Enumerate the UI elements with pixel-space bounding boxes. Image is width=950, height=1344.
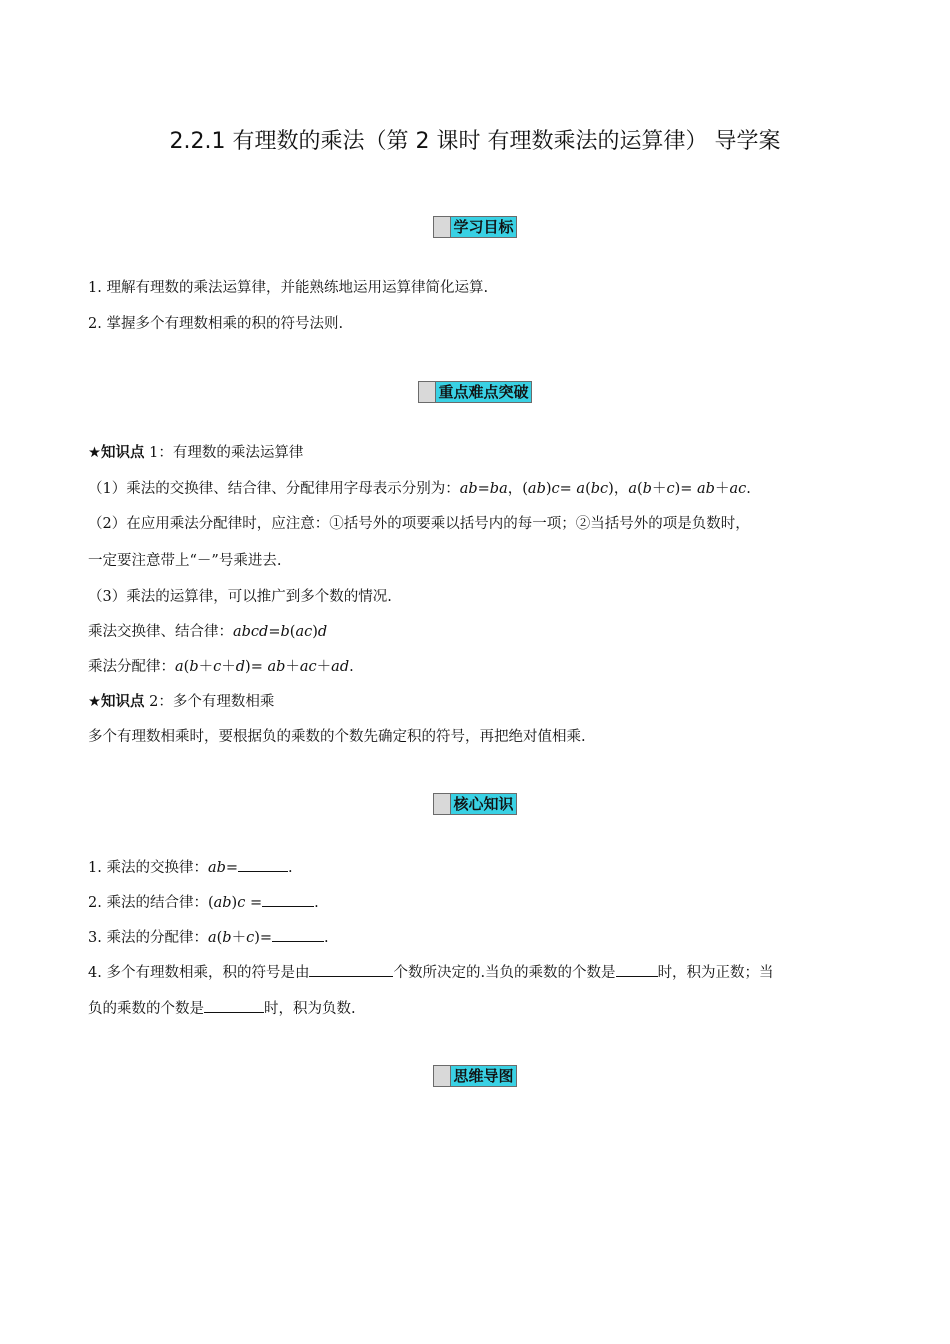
section-mind-map-label: 思维导图: [433, 1065, 516, 1087]
section-objectives-label: 学习目标: [433, 216, 516, 238]
kp1-para1: （1）乘法的交换律、结合律、分配律用字母表示分别为：ab=ba，(ab)c= a(bc)，a(b＋c)= ab＋ac.: [88, 481, 751, 497]
answer-blank[interactable]: [309, 964, 393, 977]
kp1-heading: ★知识点 1：有理数的乘法运算律: [88, 445, 304, 461]
section-key-points: [0, 381, 950, 403]
page-title: 2.2.1 有理数的乘法（第 2 课时 有理数乘法的运算律） 导学案: [169, 129, 781, 154]
kp1-law-distributive: 乘法分配律：a(b＋c＋d)= ab＋ac＋ad.: [88, 659, 354, 675]
section-key-points-label: 重点难点突破: [418, 381, 531, 403]
core-q4-line2: 负的乘数的个数是 时，积为负数.: [88, 1001, 356, 1017]
kp2-text: 多个有理数相乘时，要根据负的乘数的个数先确定积的符号，再把绝对值相乘.: [88, 729, 586, 745]
kp1-law-commutative-associative: 乘法交换律、结合律：abcd=b(ac)d: [88, 624, 328, 640]
objective-1: 1. 理解有理数的乘法运算律，并能熟练地运用运算律简化运算.: [88, 280, 489, 296]
section-core-knowledge-label: 核心知识: [433, 793, 516, 815]
answer-blank[interactable]: [204, 1000, 264, 1013]
kp1-para2-line1: （2）在应用乘法分配律时，应注意：①括号外的项要乘以括号内的每一项；②当括号外的项是负数时，: [88, 516, 750, 532]
kp2-label: ★知识点: [88, 694, 145, 710]
kp1-para3: （3）乘法的运算律，可以推广到多个数的情况.: [88, 589, 392, 605]
answer-blank[interactable]: [238, 859, 288, 872]
kp1-para2-line2: 一定要注意带上“－”号乘进去.: [88, 553, 282, 569]
core-q2: 2. 乘法的结合律：(ab)c = .: [88, 895, 319, 911]
kp2-heading: ★知识点 2：多个有理数相乘: [88, 694, 275, 710]
core-q4-line1: 4. 多个有理数相乘，积的符号是由 个数所决定的.当负的乘数的个数是 时，积为正数；当: [88, 965, 774, 981]
objective-2: 2. 掌握多个有理数相乘的积的符号法则.: [88, 316, 344, 332]
section-objectives: [0, 216, 950, 238]
core-q1: 1. 乘法的交换律：ab= .: [88, 860, 293, 876]
core-q3: 3. 乘法的分配律：a(b＋c)= .: [88, 930, 329, 946]
section-mind-map: [0, 1065, 950, 1087]
answer-blank[interactable]: [262, 894, 314, 907]
answer-blank[interactable]: [616, 964, 658, 977]
answer-blank[interactable]: [272, 929, 324, 942]
section-core-knowledge: [0, 793, 950, 815]
kp1-label: ★知识点: [88, 445, 145, 461]
